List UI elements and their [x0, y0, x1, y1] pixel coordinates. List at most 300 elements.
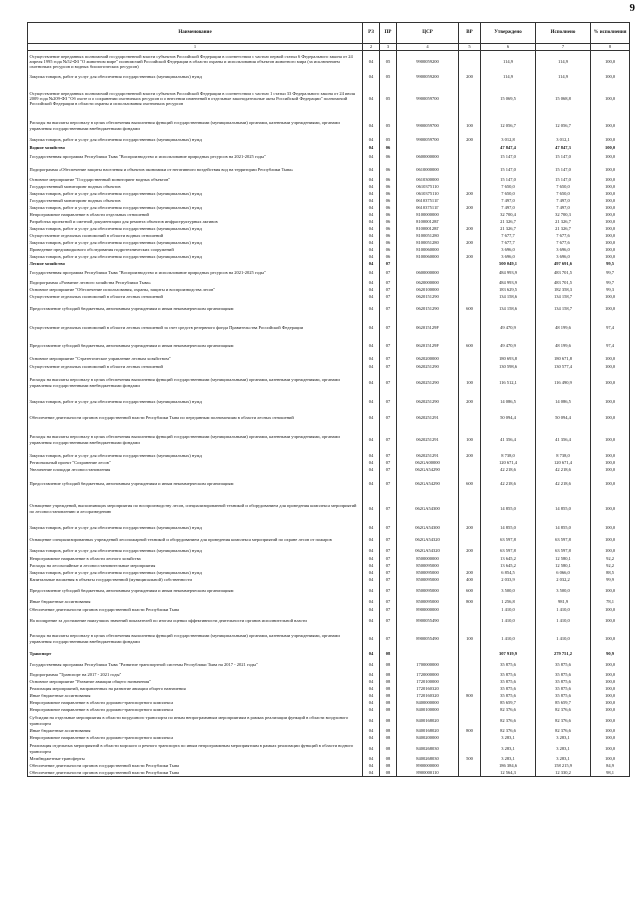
table-body [28, 51, 630, 777]
row-vr [459, 163, 481, 177]
row-csr: 0620251291 [397, 453, 459, 460]
table-row [28, 577, 630, 584]
row-vr [459, 247, 481, 254]
row-vr: 200 [459, 254, 481, 261]
table-row [28, 584, 630, 598]
row-approved: 2 033,9 [481, 577, 536, 584]
row-vr: 600 [459, 301, 481, 318]
row-percent: 100,0 [591, 177, 630, 184]
row-name: Обеспечение деятельности органов государственной власти Республики Тыва [28, 763, 363, 770]
row-percent: 100,0 [591, 735, 630, 742]
row-rz: 04 [363, 151, 380, 163]
row-pr: 07 [380, 607, 397, 614]
row-approved: 82 376,6 [481, 714, 536, 728]
row-vr: 100 [459, 116, 481, 136]
row-name: Осуществление отдельных полномочий в области лесных отношений [28, 294, 363, 301]
row-name: Предоставление субсидий бюджетным, автономным учреждениям и иным некоммерческим организациям [28, 338, 363, 355]
row-pr: 06 [380, 219, 397, 226]
row-executed: 15 068,8 [536, 82, 591, 116]
table-row [28, 728, 630, 735]
row-executed: 63 597,8 [536, 533, 591, 547]
row-executed: 21 326,7 [536, 226, 591, 233]
table-row [28, 756, 630, 763]
table-row [28, 556, 630, 563]
row-executed: 3 283,1 [536, 756, 591, 763]
row-name: Осуществление отдельных полномочий в области лесных отношений за счет средств резервного фонда Правительства Российской Федерации [28, 318, 363, 338]
row-name: Закупка товаров, работ и услуг для обеспечения государственных (муниципальных) нужд [28, 136, 363, 145]
row-executed: 120 671,4 [536, 460, 591, 467]
row-name: Государственная программа Республики Тыва "Воспроизводство и использование природных ресурсов на 2021-2025 годы" [28, 267, 363, 279]
row-rz: 04 [363, 598, 380, 607]
row-executed: 1 410,0 [536, 628, 591, 650]
row-executed: 6 066,0 [536, 570, 591, 577]
row-name: Закупка товаров, работ и услуг для обеспечения государственных (муниципальных) нужд [28, 240, 363, 247]
table-row [28, 547, 630, 556]
row-csr: 062GA54320 [397, 547, 459, 556]
row-executed: 48 199,6 [536, 318, 591, 338]
row-name: Осуществление переданных полномочий государственной власти субъектов Российской Федерации в соответствии с частью первой статьи 6 Федерального закона от 24 апреля 1995 года №52-ФЗ "О животном мире" полномочий Российской Федерации в области охраны и использования объектов животного мира (за исключением охотничьих ресурсов и водных биологических ресурсов) [28, 51, 363, 73]
table-row [28, 598, 630, 607]
row-percent: 100,0 [591, 524, 630, 533]
row-pr: 06 [380, 212, 397, 219]
budget-execution-table [27, 22, 630, 777]
row-csr: 062GA54320 [397, 533, 459, 547]
table-row [28, 693, 630, 700]
row-name: Осуществление отдельных полномочий в области лесных отношений [28, 363, 363, 371]
table-row [28, 474, 630, 494]
row-pr: 06 [380, 247, 397, 254]
row-name: Иные бюджетные ассигнования [28, 728, 363, 735]
row-vr [459, 184, 481, 191]
row-vr [459, 679, 481, 686]
table-row [28, 467, 630, 474]
table-row [28, 427, 630, 453]
row-vr [459, 494, 481, 524]
row-pr: 07 [380, 547, 397, 556]
row-approved: 13 645,2 [481, 556, 536, 563]
row-csr: 9900059200 [397, 73, 459, 82]
row-approved: 47 847,4 [481, 145, 536, 151]
row-name: Оснащение учреждений, выполняющих мероприятия по воспроизводству лесов, специализированной техникой и оборудованием для проведения комплекса мероприятий по лесовосстановлению и лесоразведению [28, 494, 363, 524]
row-vr: 800 [459, 728, 481, 735]
table-row [28, 51, 630, 73]
row-name: Лесное хозяйство [28, 261, 363, 267]
row-pr: 05 [380, 82, 397, 116]
row-approved: 3 696,0 [481, 247, 536, 254]
row-name: Закупка товаров, работ и услуг для обеспечения государственных (муниципальных) нужд [28, 395, 363, 409]
row-pr: 07 [380, 460, 397, 467]
row-rz: 04 [363, 763, 380, 770]
row-csr: 8900055490 [397, 614, 459, 628]
row-rz: 04 [363, 547, 380, 556]
row-name: Закупка товаров, работ и услуг для обеспечения государственных (муниципальных) нужд [28, 73, 363, 82]
row-name: Подпрограмма «Развитие лесного хозяйства Республики Тыва» [28, 279, 363, 287]
row-executed: 35 875,6 [536, 679, 591, 686]
row-pr: 07 [380, 533, 397, 547]
row-approved: 35 875,6 [481, 671, 536, 679]
row-executed: 483 701,5 [536, 267, 591, 279]
table-row [28, 73, 630, 82]
column-number: 1 [28, 44, 363, 51]
row-percent: 98,1 [591, 770, 630, 777]
table-row [28, 533, 630, 547]
row-pr: 08 [380, 693, 397, 700]
table-row [28, 184, 630, 191]
row-percent: 100,0 [591, 742, 630, 756]
row-pr: 05 [380, 51, 397, 73]
row-rz: 04 [363, 563, 380, 570]
table-row [28, 659, 630, 671]
row-vr [459, 707, 481, 714]
row-pr: 07 [380, 628, 397, 650]
row-percent: 100,0 [591, 184, 630, 191]
column-number: 6 [481, 44, 536, 51]
row-approved: 7 497,0 [481, 205, 536, 212]
row-rz: 04 [363, 233, 380, 240]
row-rz: 04 [363, 453, 380, 460]
row-approved: 42 218,6 [481, 467, 536, 474]
row-pr: 07 [380, 563, 397, 570]
row-percent: 100,0 [591, 191, 630, 198]
row-csr: 062015129F [397, 338, 459, 355]
row-approved: 35 875,6 [481, 693, 536, 700]
row-percent: 100,0 [591, 584, 630, 598]
row-executed: 14 855,0 [536, 494, 591, 524]
row-rz: 04 [363, 742, 380, 756]
row-rz: 04 [363, 770, 380, 777]
header-rz: РЗ [363, 23, 380, 44]
table-row [28, 318, 630, 338]
row-executed: 48 199,6 [536, 338, 591, 355]
row-executed: 42 218,6 [536, 467, 591, 474]
row-name: Реализация мероприятий, направленных на развитие авиации общего назначения [28, 686, 363, 693]
row-executed: 134 158,7 [536, 301, 591, 318]
row-rz: 04 [363, 659, 380, 671]
row-approved: 32 700,4 [481, 212, 536, 219]
row-executed: 42 218,6 [536, 474, 591, 494]
row-executed: 14 855,0 [536, 524, 591, 533]
row-percent: 100,0 [591, 116, 630, 136]
row-csr: 8500000000 [397, 556, 459, 563]
table-row [28, 247, 630, 254]
row-name: Основное мероприятие "Обеспечение использования, охраны, защиты и воспроизводства лесов" [28, 287, 363, 294]
row-pr: 08 [380, 707, 397, 714]
column-number: 3 [380, 44, 397, 51]
row-vr [459, 51, 481, 73]
row-pr: 05 [380, 136, 397, 145]
row-percent: 100,0 [591, 205, 630, 212]
row-rz: 04 [363, 82, 380, 116]
row-pr: 06 [380, 145, 397, 151]
row-executed: 35 875,6 [536, 693, 591, 700]
table-row [28, 287, 630, 294]
header-approved: Утверждено [481, 23, 536, 44]
row-pr: 06 [380, 233, 397, 240]
row-pr: 07 [380, 453, 397, 460]
row-name: Оснащение специализированных учреждений лесопожарной техникой и оборудованием для проведения комплекса мероприятий по охране лесов от пожаров [28, 533, 363, 547]
row-pr: 07 [380, 474, 397, 494]
table-row [28, 205, 630, 212]
row-rz: 04 [363, 467, 380, 474]
row-executed: 12 580,1 [536, 556, 591, 563]
row-pr: 06 [380, 191, 397, 198]
row-pr: 07 [380, 301, 397, 318]
row-vr [459, 650, 481, 659]
row-csr: 0620151290 [397, 294, 459, 301]
row-approved: 7 677,7 [481, 240, 536, 247]
row-name: Закупка товаров, работ и услуг для обеспечения государственных (муниципальных) нужд [28, 205, 363, 212]
row-name: Капитальные вложения в объекты государственной (муниципальной) собственности [28, 577, 363, 584]
row-rz: 04 [363, 460, 380, 467]
row-pr: 08 [380, 671, 397, 679]
row-approved: 35 875,6 [481, 659, 536, 671]
row-executed: 981,9 [536, 598, 591, 607]
row-approved: 13 645,2 [481, 563, 536, 570]
row-vr [459, 355, 481, 363]
row-executed: 279 751,2 [536, 650, 591, 659]
row-rz: 04 [363, 363, 380, 371]
row-pr: 07 [380, 427, 397, 453]
row-name: Государственный мониторинг водных объектов [28, 184, 363, 191]
row-vr: 200 [459, 205, 481, 212]
row-percent: 88,5 [591, 570, 630, 577]
row-rz: 04 [363, 355, 380, 363]
table-row [28, 363, 630, 371]
row-rz: 04 [363, 279, 380, 287]
row-executed: 3 283,1 [536, 735, 591, 742]
row-csr: 0620200000 [397, 355, 459, 363]
row-executed: 1 410,0 [536, 614, 591, 628]
row-csr: 8400000000 [397, 700, 459, 707]
row-rz: 04 [363, 301, 380, 318]
row-rz: 04 [363, 205, 380, 212]
row-csr: 8100051280 [397, 233, 459, 240]
row-rz: 04 [363, 226, 380, 233]
row-executed: 182 358,3 [536, 287, 591, 294]
row-vr [459, 151, 481, 163]
table-row [28, 770, 630, 777]
row-rz: 04 [363, 584, 380, 598]
row-percent: 100,0 [591, 82, 630, 116]
row-vr: 200 [459, 547, 481, 556]
table-row [28, 191, 630, 198]
row-percent: 100,0 [591, 607, 630, 614]
row-name: Закупка товаров, работ и услуг для обеспечения государственных (муниципальных) нужд [28, 453, 363, 460]
row-pr: 07 [380, 318, 397, 338]
row-approved: 120 671,4 [481, 460, 536, 467]
row-approved: 3 500,0 [481, 584, 536, 598]
table-row [28, 279, 630, 287]
row-name: Межбюджетные трансферты [28, 756, 363, 763]
row-name: Увеличение площади лесовосстановления [28, 467, 363, 474]
row-rz: 04 [363, 728, 380, 735]
row-vr: 200 [459, 570, 481, 577]
row-name: Расходы на лесохозяйные и лесовосстановительные мероприятия [28, 563, 363, 570]
row-pr: 06 [380, 151, 397, 163]
row-approved: 7 650,0 [481, 184, 536, 191]
row-approved: 21 326,7 [481, 219, 536, 226]
row-pr: 06 [380, 184, 397, 191]
row-rz: 04 [363, 177, 380, 184]
row-rz: 04 [363, 261, 380, 267]
row-vr [459, 198, 481, 205]
row-approved: 6 854,5 [481, 570, 536, 577]
row-csr: 0620000000 [397, 279, 459, 287]
row-vr [459, 363, 481, 371]
row-rz: 04 [363, 700, 380, 707]
table-row [28, 136, 630, 145]
row-approved: 41 356,4 [481, 427, 536, 453]
row-approved: 180 693,8 [481, 355, 536, 363]
row-executed: 7 497,0 [536, 198, 591, 205]
row-approved: 12 056,7 [481, 116, 536, 136]
row-percent: 100,0 [591, 51, 630, 73]
header-percent: % исполнения [591, 23, 630, 44]
row-vr [459, 563, 481, 570]
row-name: Транспорт [28, 650, 363, 659]
row-percent: 100,0 [591, 233, 630, 240]
row-vr [459, 318, 481, 338]
row-vr [459, 409, 481, 427]
header-name: Наименование [28, 23, 363, 44]
row-pr: 05 [380, 116, 397, 136]
row-pr: 07 [380, 598, 397, 607]
row-percent: 99,5 [591, 261, 630, 267]
row-csr: 9900059700 [397, 116, 459, 136]
row-csr: 062GA54290 [397, 467, 459, 474]
row-csr: 8500095000 [397, 570, 459, 577]
row-approved: 183 629,5 [481, 287, 536, 294]
row-executed: 3 696,0 [536, 247, 591, 254]
row-percent: 100,0 [591, 714, 630, 728]
row-rz: 04 [363, 338, 380, 355]
row-pr: 07 [380, 279, 397, 287]
table-row [28, 494, 630, 524]
row-approved: 186 384,6 [481, 763, 536, 770]
row-csr: 8400268030 [397, 756, 459, 763]
header-csr: ЦСР [397, 23, 459, 44]
row-approved: 85 659,7 [481, 700, 536, 707]
row-executed: 82 376,6 [536, 728, 591, 735]
row-rz: 04 [363, 671, 380, 679]
row-rz: 04 [363, 136, 380, 145]
row-approved: 114,9 [481, 51, 536, 73]
row-approved: 15 147,0 [481, 177, 536, 184]
row-approved: 21 326,7 [481, 226, 536, 233]
row-vr [459, 294, 481, 301]
row-vr: 500 [459, 756, 481, 763]
row-rz: 04 [363, 494, 380, 524]
row-approved: 307 919,9 [481, 650, 536, 659]
row-vr [459, 267, 481, 279]
row-csr: 9900059700 [397, 82, 459, 116]
row-vr: 600 [459, 338, 481, 355]
table-row [28, 198, 630, 205]
row-csr: 810000128Г [397, 226, 459, 233]
row-pr: 08 [380, 770, 397, 777]
table-row [28, 267, 630, 279]
row-rz: 04 [363, 686, 380, 693]
row-executed: 50 094,4 [536, 409, 591, 427]
row-name: Непрограммное направление в области дорожно-транспортного комплекса [28, 707, 363, 714]
table-row [28, 116, 630, 136]
row-csr: 8500095000 [397, 563, 459, 570]
table-row [28, 671, 630, 679]
row-executed: 134 158,7 [536, 294, 591, 301]
table-row [28, 700, 630, 707]
row-name: Государственный мониторинг водных объектов [28, 198, 363, 205]
row-executed: 35 875,6 [536, 659, 591, 671]
table-row [28, 679, 630, 686]
row-approved: 1 256,8 [481, 598, 536, 607]
row-percent: 92,2 [591, 556, 630, 563]
row-rz: 04 [363, 267, 380, 279]
row-rz: 04 [363, 650, 380, 659]
row-rz: 04 [363, 51, 380, 73]
row-name: Иные бюджетные ассигнования [28, 598, 363, 607]
row-executed: 7 497,0 [536, 205, 591, 212]
row-pr: 08 [380, 659, 397, 671]
row-percent: 92,2 [591, 563, 630, 570]
row-rz: 04 [363, 570, 380, 577]
row-approved: 14 086,5 [481, 395, 536, 409]
row-approved: 63 597,8 [481, 547, 536, 556]
row-percent: 100,0 [591, 467, 630, 474]
row-executed: 12 330,2 [536, 770, 591, 777]
table-row [28, 409, 630, 427]
row-name: Предоставление субсидий бюджетным, автономным учреждениям и иным некоммерческим организациям [28, 474, 363, 494]
row-pr: 07 [380, 338, 397, 355]
row-executed: 2 032,2 [536, 577, 591, 584]
table-row [28, 650, 630, 659]
table-row [28, 151, 630, 163]
row-percent: 100,0 [591, 494, 630, 524]
row-name: Закупка товаров, работ и услуг для обеспечения государственных (муниципальных) нужд [28, 254, 363, 261]
row-executed: 130 577,4 [536, 363, 591, 371]
row-name: Государственная программа Республики Тыва "Воспроизводство и использование природных ресурсов на 2021-2025 годы" [28, 151, 363, 163]
row-percent: 99,7 [591, 267, 630, 279]
row-executed: 7 650,0 [536, 184, 591, 191]
row-percent: 100,0 [591, 163, 630, 177]
row-csr: 0620251291 [397, 409, 459, 427]
row-rz: 04 [363, 409, 380, 427]
row-executed: 47 847,3 [536, 145, 591, 151]
row-pr: 08 [380, 679, 397, 686]
row-pr: 08 [380, 756, 397, 763]
row-csr: 8900000110 [397, 770, 459, 777]
row-rz: 04 [363, 294, 380, 301]
table-row [28, 226, 630, 233]
header-executed: Исполнено [536, 23, 591, 44]
row-rz: 04 [363, 371, 380, 395]
row-percent: 100,0 [591, 294, 630, 301]
row-percent: 100,0 [591, 686, 630, 693]
row-percent: 100,0 [591, 226, 630, 233]
row-approved: 3 283,1 [481, 735, 536, 742]
row-vr: 200 [459, 226, 481, 233]
row-executed: 497 691,6 [536, 261, 591, 267]
row-executed: 12 580,1 [536, 563, 591, 570]
row-csr: 062GA00000 [397, 460, 459, 467]
row-vr [459, 460, 481, 467]
row-vr: 100 [459, 371, 481, 395]
row-percent: 100,0 [591, 547, 630, 556]
row-percent: 99,7 [591, 279, 630, 287]
row-name: Подпрограмма «Обеспечение защиты населения и объектов экономики от негативного воздействия вод на территории Республики Тыва» [28, 163, 363, 177]
row-rz: 04 [363, 607, 380, 614]
row-percent: 100,0 [591, 453, 630, 460]
row-vr: 200 [459, 240, 481, 247]
